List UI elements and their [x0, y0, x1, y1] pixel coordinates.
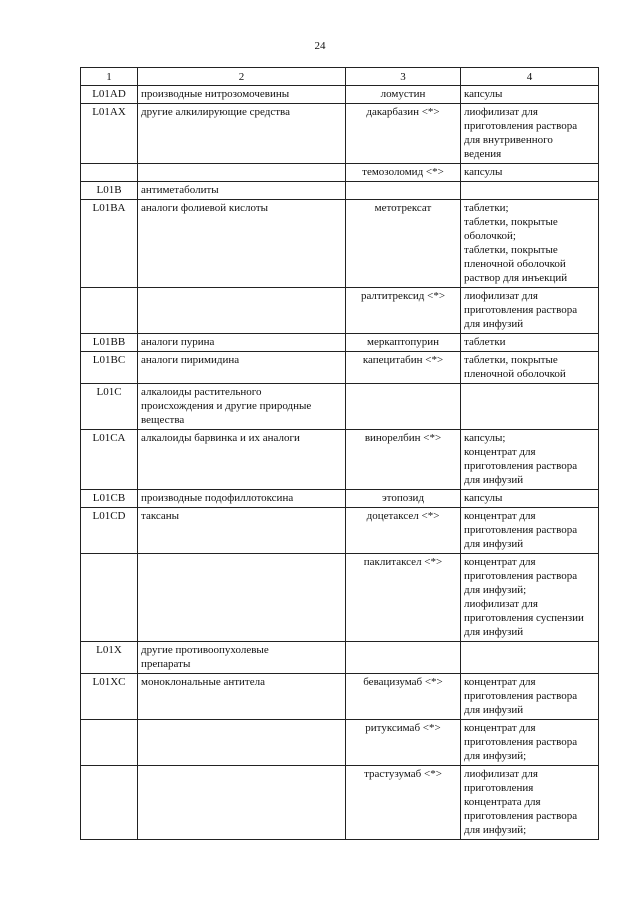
drug-name-text: ломустин	[380, 88, 426, 100]
column-header-1: 1	[81, 68, 138, 86]
table-row	[81, 720, 599, 766]
drug-name-cell	[346, 508, 461, 554]
drug-name-text: ритуксимаб <*>	[365, 722, 441, 734]
dosage-form-cell	[461, 490, 599, 508]
drug-name-text: темозоломид <*>	[362, 166, 444, 178]
group-name-text: производные подофиллотоксина	[141, 492, 294, 504]
group-name-cell	[138, 766, 346, 840]
atc-code-text: L01XC	[92, 676, 126, 688]
group-name-cell	[138, 642, 346, 674]
drug-name-text: паклитаксел <*>	[363, 556, 443, 568]
drug-name-cell	[346, 642, 461, 674]
dosage-form-text: капсулы	[464, 88, 503, 100]
group-name-cell	[138, 182, 346, 200]
atc-code-cell	[81, 674, 138, 720]
table-row	[81, 334, 599, 352]
group-name-text: другие противоопухолевые препараты	[141, 644, 269, 670]
group-name-text: алкалоиды барвинка и их аналоги	[141, 432, 300, 444]
dosage-form-cell	[461, 766, 599, 840]
group-name-text: алкалоиды растительного происхождения и другие природные вещества	[141, 386, 312, 426]
table-row	[81, 766, 599, 840]
group-name-cell	[138, 164, 346, 182]
table-row	[81, 164, 599, 182]
group-name-cell	[138, 490, 346, 508]
dosage-form-text: капсулы; концентрат для приготовления раствора для инфузий	[464, 432, 578, 486]
drug-name-text: капецитабин <*>	[362, 354, 444, 366]
table-row	[81, 508, 599, 554]
group-name-cell	[138, 720, 346, 766]
group-name-cell	[138, 384, 346, 430]
atc-code-cell	[81, 720, 138, 766]
dosage-form-cell	[461, 720, 599, 766]
drug-name-cell	[346, 674, 461, 720]
dosage-form-text: концентрат для приготовления раствора для инфузий	[464, 510, 578, 550]
dosage-form-cell	[461, 288, 599, 334]
table-row	[81, 104, 599, 164]
group-name-text: антиметаболиты	[141, 184, 219, 196]
atc-code-cell	[81, 104, 138, 164]
dosage-form-cell	[461, 642, 599, 674]
group-name-text: моноклональные антитела	[141, 676, 265, 688]
table-row	[81, 384, 599, 430]
drug-name-cell	[346, 200, 461, 288]
drug-name-cell	[346, 554, 461, 642]
group-name-cell	[138, 104, 346, 164]
atc-code-cell	[81, 86, 138, 104]
drug-name-text: дакарбазин <*>	[366, 106, 440, 118]
atc-code-text: L01B	[96, 184, 122, 196]
drug-name-text: доцетаксел <*>	[366, 510, 440, 522]
dosage-form-cell	[461, 384, 599, 430]
drug-name-text: этопозид	[381, 492, 425, 504]
drug-name-cell	[346, 720, 461, 766]
dosage-form-cell	[461, 430, 599, 490]
atc-code-cell	[81, 384, 138, 430]
drug-name-text: меркаптопурин	[367, 336, 439, 348]
group-name-cell	[138, 334, 346, 352]
dosage-form-text: таблетки; таблетки, покрытые оболочкой; таблетки, покрытые пленочной оболочкой раствор для инъекций	[464, 202, 568, 284]
atc-code-cell	[81, 352, 138, 384]
table-header-row	[81, 68, 599, 86]
column-header-3: 3	[346, 68, 461, 86]
dosage-form-text: таблетки, покрытые пленочной оболочкой	[464, 354, 566, 380]
table-row	[81, 352, 599, 384]
atc-code-text: L01BC	[92, 354, 126, 366]
dosage-form-cell	[461, 352, 599, 384]
drug-name-cell	[346, 334, 461, 352]
drug-name-text: бевацизумаб <*>	[363, 676, 443, 688]
group-name-text: аналоги пурина	[141, 336, 215, 348]
drug-name-text: винорелбин <*>	[364, 432, 442, 444]
dosage-form-cell	[461, 200, 599, 288]
drug-name-text: трастузумаб <*>	[364, 768, 442, 780]
group-name-text: аналоги пиримидина	[141, 354, 240, 366]
group-name-cell	[138, 352, 346, 384]
column-header-2: 2	[138, 68, 346, 86]
group-name-text: производные нитрозомочевины	[141, 88, 290, 100]
group-name-cell	[138, 508, 346, 554]
dosage-form-text: капсулы	[464, 492, 503, 504]
table-row	[81, 642, 599, 674]
atc-code-cell	[81, 554, 138, 642]
dosage-form-text: концентрат для приготовления раствора для инфузий; лиофилизат для приготовления суспензии для инфузий	[464, 556, 584, 638]
atc-code-text: L01BB	[92, 336, 126, 348]
atc-code-cell	[81, 642, 138, 674]
drug-name-cell	[346, 86, 461, 104]
atc-code-text: L01AD	[92, 88, 126, 100]
drug-name-text: ралтитрексид <*>	[360, 290, 446, 302]
dosage-form-text: концентрат для приготовления раствора для инфузий	[464, 676, 578, 716]
dosage-form-text: лиофилизат для приготовления раствора для инфузий	[464, 290, 578, 330]
atc-code-text: L01AX	[92, 106, 126, 118]
dosage-form-text: лиофилизат для приготовления раствора для внутривенного ведения	[464, 106, 578, 160]
dosage-form-cell	[461, 554, 599, 642]
group-name-cell	[138, 288, 346, 334]
group-name-text: таксаны	[141, 510, 180, 522]
table-row	[81, 288, 599, 334]
atc-code-cell	[81, 200, 138, 288]
atc-code-text: L01CA	[92, 432, 126, 444]
atc-code-cell	[81, 288, 138, 334]
dosage-form-text: лиофилизат для приготовления концентрата для приготовления раствора для инфузий;	[464, 768, 578, 836]
dosage-form-text: капсулы	[464, 166, 503, 178]
drug-table	[80, 67, 599, 840]
atc-code-cell	[81, 164, 138, 182]
atc-code-text: L01CB	[92, 492, 126, 504]
column-header-4: 4	[461, 68, 599, 86]
atc-code-text: L01X	[96, 644, 122, 656]
table-row	[81, 182, 599, 200]
drug-name-text: метотрексат	[374, 202, 432, 214]
drug-name-cell	[346, 182, 461, 200]
drug-name-cell	[346, 384, 461, 430]
group-name-cell	[138, 674, 346, 720]
atc-code-text: L01BA	[92, 202, 126, 214]
atc-code-text: L01CD	[92, 510, 126, 522]
atc-code-cell	[81, 508, 138, 554]
drug-name-cell	[346, 288, 461, 334]
table-row	[81, 430, 599, 490]
drug-name-cell	[346, 490, 461, 508]
dosage-form-cell	[461, 334, 599, 352]
drug-name-cell	[346, 352, 461, 384]
table-row	[81, 86, 599, 104]
table-row	[81, 674, 599, 720]
table-row	[81, 200, 599, 288]
dosage-form-cell	[461, 508, 599, 554]
atc-code-cell	[81, 182, 138, 200]
dosage-form-text: таблетки	[464, 336, 506, 348]
atc-code-cell	[81, 430, 138, 490]
dosage-form-cell	[461, 86, 599, 104]
drug-name-cell	[346, 104, 461, 164]
drug-name-cell	[346, 430, 461, 490]
dosage-form-cell	[461, 182, 599, 200]
atc-code-cell	[81, 766, 138, 840]
group-name-cell	[138, 200, 346, 288]
dosage-form-cell	[461, 104, 599, 164]
page-number: 24	[314, 40, 326, 52]
group-name-text: аналоги фолиевой кислоты	[141, 202, 269, 214]
table-row	[81, 490, 599, 508]
group-name-cell	[138, 554, 346, 642]
atc-code-cell	[81, 334, 138, 352]
dosage-form-cell	[461, 674, 599, 720]
table-row	[81, 554, 599, 642]
atc-code-text: L01C	[96, 386, 122, 398]
group-name-cell	[138, 430, 346, 490]
group-name-cell	[138, 86, 346, 104]
drug-name-cell	[346, 164, 461, 182]
group-name-text: другие алкилирующие средства	[141, 106, 290, 118]
dosage-form-text: концентрат для приготовления раствора для инфузий;	[464, 722, 578, 762]
drug-name-cell	[346, 766, 461, 840]
atc-code-cell	[81, 490, 138, 508]
dosage-form-cell	[461, 164, 599, 182]
